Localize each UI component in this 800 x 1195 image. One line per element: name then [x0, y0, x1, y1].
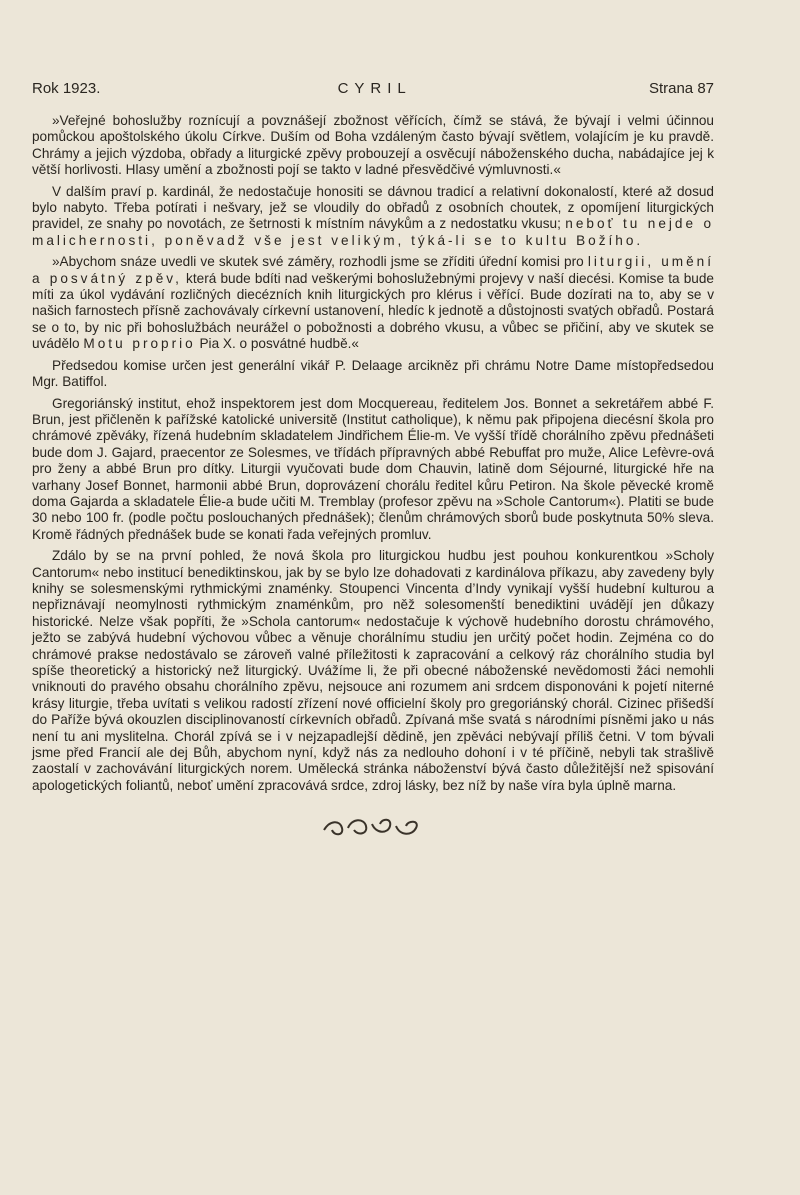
page-header	[32, 80, 714, 97]
paragraph-5: Gregoriánský institut, ehož inspektorem jest dom Mocquereau, ředitelem Jos. Bonnet a sekretářem abbé F. Brun, jest přičleněn k pařížské katolické universitě (Institut catholique), k němu pak připojena diecésní škola pro chrámové zpěváky, řízená hudebním skladatelem Jindřichem Élie-m. Ve vyšší třídě chorálního zpěvu přednášeti bude dom J. Gajard, praecentor ze Solesmes, ve třídách přípravných abbé Rebuffat pro muže, Alice Lefèvre-ová pro ženy a abbé Brun pro dítky. Liturgii vyučovati bude dom Chauvin, latině dom Séjourné, liturgické hře na varhany Josef Bonnet, harmonii abbé Brun, doprovázení chorálu ředitel kůru Petiron. Na škole pěvecké kromě doma Gajarda a skladatele Élie-a bude učiti M. Tremblay (profesor zpěvu na »Schole Cantorum«). Platiti se bude 30 nebo 100 fr. (podle počtu poslouchaných přednášek); členům chrámových sborů bude poskytnuta 50% sleva. Kromě řádných přednášek bude se konati řada veřejných promluv.	[32, 395, 714, 542]
page-number: Strana 87	[648, 80, 714, 97]
year-label: Rok 1923.	[32, 80, 101, 97]
paragraph-4: Předsedou komise určen jest generální vikář P. Delaage arcikněz při chrámu Notre Dame místopředsedou Mgr. Batiffol.	[32, 357, 714, 390]
paragraph-3: »Abychom snáze uvedli ve skutek své záměry, rozhodli jsme se zříditi úřední komisi pro liturgii, umění a posvátný zpěv, která bude bdíti nad veškerými bohoslužebnými projevy v naší diecési. Komise ta bude míti za úkol vydávání rozličných diecézních knih liturgických pro klérus i věřící. Bude dozírati na to, aby se v našich farnostech přísně zachovávaly církevní ustanovení, hledíc k jednotě a důstojnosti svatých obřadů. Postará se o to, by nic při bohoslužbách neurážel o pobožnosti a dobrého vkusu, a vůbec se přičiní, aby ve skutek se uvádělo Motu proprio Pia X. o posvátné hudbě.«	[32, 254, 715, 352]
ornament-flourish-icon	[318, 816, 428, 840]
paragraph-1: »Veřejné bohoslužby roznícují a povznášejí zbožnost věřících, čímž se stává, že bývají i velmi účinnou pomůckou apoštolského úkolu Církve. Duším od Boha vzdáleným často bývají světlem, volajícím je ku pravdě. Chrámy a jejich výzdoba, obřady a liturgické zpěvy probouzejí a osvěcují náboženského ducha, nabádajíce jej k větší horlivosti. Hlasy umění a zbožnosti pojí se takto v ladné přesvědčivé výmluvnosti.«	[32, 113, 714, 178]
paragraph-2: V dalším praví p. kardinál, že nedostačuje honositi se dávnou tradicí a relativní dokonalostí, které až dosud bylo nabyto. Třeba potírati i nešvary, jež se vloudily do obřadů z osobních choutek, z opomíjení liturgických pravidel, ze snahy po novotách, ze šetrnosti k místním návykům a z nedostatku vkusu; neboť tu nejde o malichernosti, poněvadž vše jest velikým, týká-li se to kultu Božího.	[32, 183, 714, 248]
ornament-icon	[32, 816, 714, 847]
journal-title: CYRIL	[337, 80, 412, 97]
page	[32, 80, 714, 847]
paragraph-6: Zdálo by se na první pohled, že nová škola pro liturgickou hudbu jest pouhou konkurentkou »Scholy Cantorum« nebo institucí benediktinskou, jak by se bylo lze dohadovati z kardinálova příkazu, aby zavedeny byly knihy se solesmenskými rythmickými znaménky. Stoupenci Vincenta d’Indy vynikají vyšší hudební kulturou a nepřiznávají neomylnosti rythmickým znaménkům, pro něž solesomenští benediktini uvádějí jen důkazy historické. Nelze však popříti, že »Schola cantorum« nedostačuje k výchově hudebního dorostu chrámového, ježto se zabývá hudební výchovou vůbec a věnuje chorálnímu studiu jen určitý počet hodin. Zejména co do chrámové prakse nedostávalo se zároveň valné příležitosti k zapracování a celkový ráz chorálního studia byl spíše theoretický a historický než liturgický. Uvážíme li, že při obecné náboženské nevědomosti žáci nemohli vniknouti do pravého obsahu chorálního zpěvu, nejsouce ani rozumem ani srdcem disponováni k pojetí niterné krásy liturgie, třeba uvítati s velikou radostí zřízení nové officielní školy pro gregoriánský chorál. Cizinec přišedší do Paříže bývá okouzlen disciplinovaností církevních obřadů. Zpívaná mše svatá s národními písněmi jako u nás není tu ani myslitelna. Chorál zpívá se i v nejzapadlejší dědině, jen zpěváci nebývají příliš četni. V tom bývali jsme před Francií ale dej Bůh, abychom nyní, když nás za nedlouho dohoní i v té příčině, nebyli tak strašlivě zaostalí v zachovávání liturgických norem. Umělecká stránka náboženství bývá často důležitější než spisování apologetických foliantů, neboť umění zpracovává srdce, zdroj lásky, bez níž by naše víra byla úplně marna.	[32, 548, 714, 793]
